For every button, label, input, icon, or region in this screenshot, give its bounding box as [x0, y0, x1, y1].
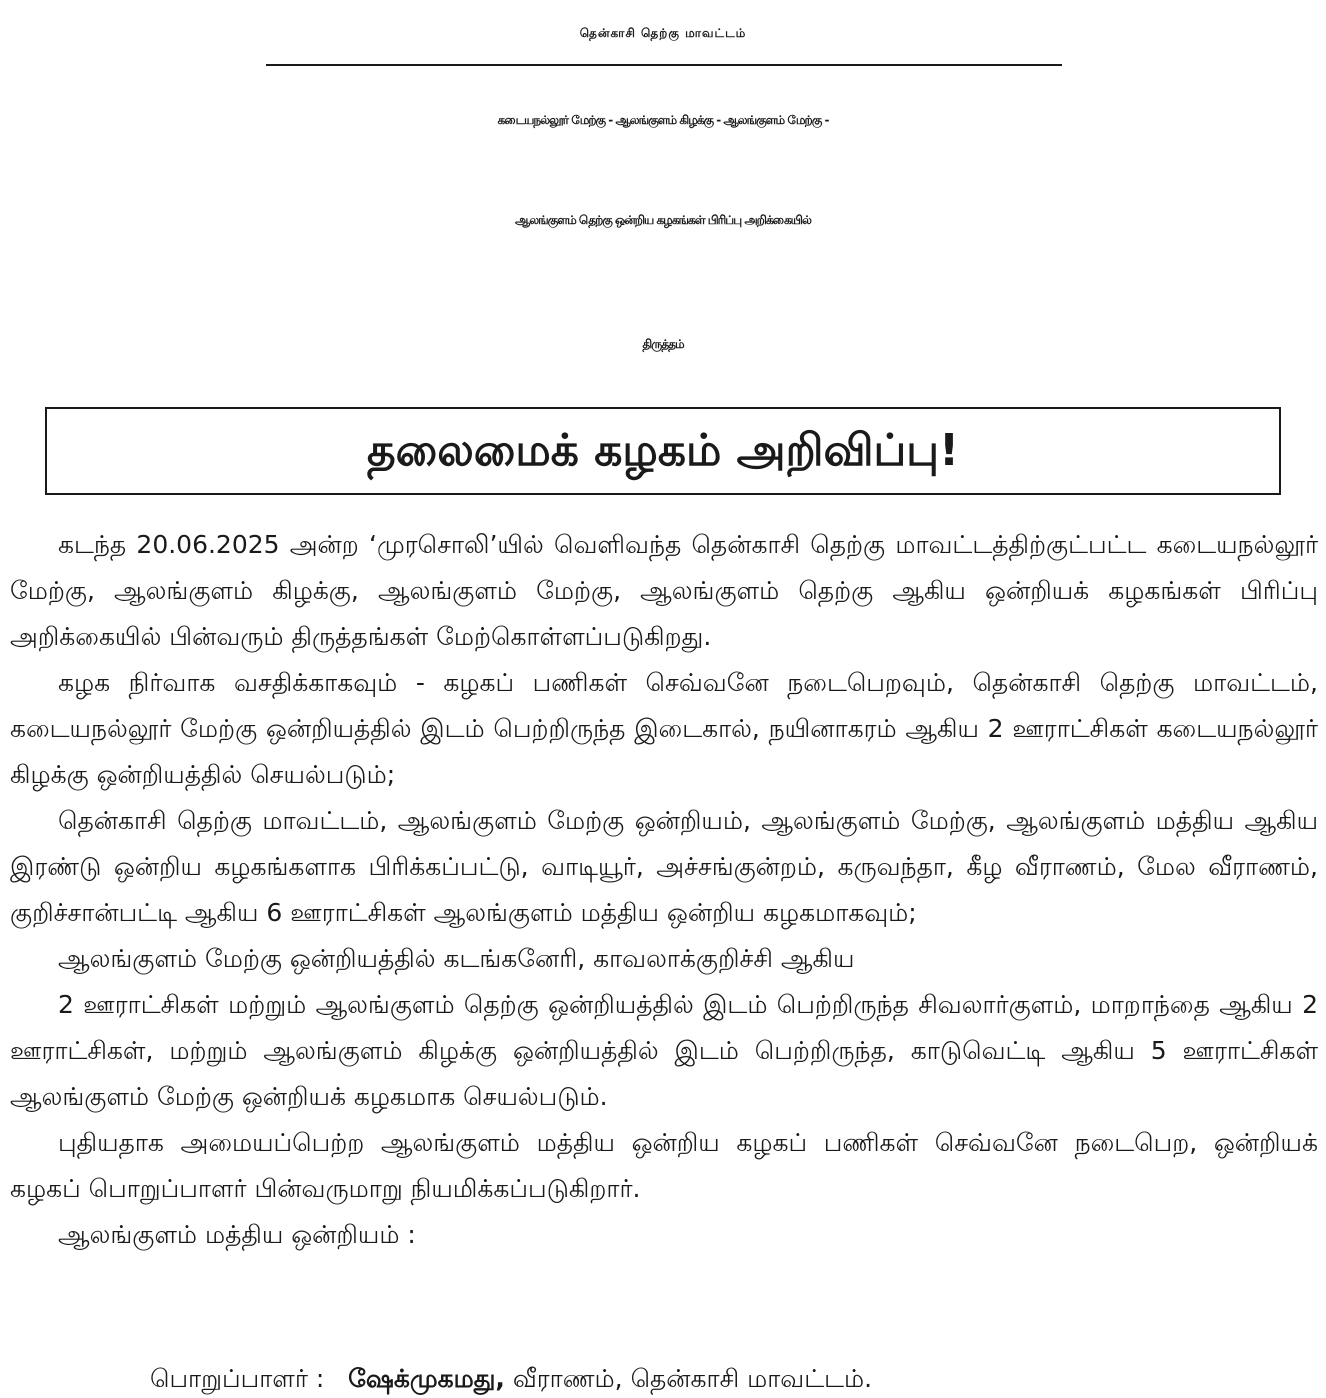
- appointee-place: வீராணம், தென்காசி மாவட்டம்.: [512, 1364, 873, 1393]
- body-text: [10, 522, 1318, 1258]
- district-underline: [266, 64, 1062, 66]
- paragraph-3: தென்காசி தெற்கு மாவட்டம், ஆலங்குளம் மேற்கு ஒன்றியம், ஆலங்குளம் மேற்கு, ஆலங்குளம் மத்திய ஆகிய இரண்டு ஒன்றிய கழகங்களாக பிரிக்கப்பட்டு, வாடியூர், அச்சங்குன்றம், கருவந்தா, கீழ வீராணம், மேல வீராணம், குறிச்சான்பட்டி ஆகிய 6 ஊராட்சிகள் ஆலங்குளம் மத்திய ஒன்றிய கழகமாகவும்;: [10, 806, 1318, 927]
- notice-box: [45, 407, 1281, 495]
- paragraph-2: கழக நிர்வாக வசதிக்காகவும் - கழகப் பணிகள் செவ்வனே நடைபெறவும், தென்காசி தெற்கு மாவட்டம், கடையநல்லூர் மேற்கு ஒன்றியத்தில் இடம் பெற்றிருந்த இடைகால், நயினாகரம் ஆகிய 2 ஊராட்சிகள் கடையநல்லூர் கிழக்கு ஒன்றியத்தில் செயல்படும்;: [10, 668, 1318, 789]
- headline-line-2: ஆலங்குளம் தெற்கு ஒன்றிய கழகங்கள் பிரிப்பு அறிக்கையில்: [515, 213, 811, 227]
- appointment-line: [150, 1360, 872, 1398]
- paragraph-7: ஆலங்குளம் மத்திய ஒன்றியம் :: [58, 1220, 416, 1249]
- appointee-name: ஷேக்முகமது,: [348, 1364, 505, 1393]
- paragraph-6: புதியதாக அமையப்பெற்ற ஆலங்குளம் மத்திய ஒன்றிய கழகப் பணிகள் செவ்வனே நடைபெற, ஒன்றியக் கழகப் பொறுப்பாளர் பின்வருமாறு நியமிக்கப்படுகிறார்.: [10, 1128, 1318, 1203]
- appointment-role-label: பொறுப்பாளர் :: [150, 1364, 325, 1393]
- paragraph-5: 2 ஊராட்சிகள் மற்றும் ஆலங்குளம் தெற்கு ஒன்றியத்தில் இடம் பெற்றிருந்த சிவலார்குளம், மாறாந்தை ஆகிய 2 ஊராட்சிகள், மற்றும் ஆலங்குளம் கிழக்கு ஒன்றியத்தில் இடம் பெற்றிருந்த, காடுவெட்டி ஆகிய 5 ஊராட்சிகள் ஆலங்குளம் மேற்கு ஒன்றியக் கழகமாக செயல்படும்.: [10, 990, 1318, 1111]
- notice-title: தலைமைக் கழகம் அறிவிப்பு!: [366, 425, 960, 476]
- headline-line-3: திருத்தம்: [642, 337, 684, 351]
- paragraph-1: கடந்த 20.06.2025 அன்ற ‘முரசொலி’யில் வெளிவந்த தென்காசி தெற்கு மாவட்டத்திற்குட்பட்ட கடையநல்லூர் மேற்கு, ஆலங்குளம் கிழக்கு, ஆலங்குளம் மேற்கு, ஆலங்குளம் தெற்கு ஆகிய ஒன்றியக் கழகங்கள் பிரிப்பு அறிக்கையில் பின்வரும் திருத்தங்கள் மேற்கொள்ளப்படுகிறது.: [10, 530, 1318, 651]
- paragraph-4: ஆலங்குளம் மேற்கு ஒன்றியத்தில் கடங்கனேரி, காவலாக்குறிச்சி ஆகிய: [58, 944, 855, 973]
- headline-line-1: கடையநல்லூர் மேற்கு - ஆலங்குளம் கிழக்கு - ஆலங்குளம் மேற்கு -: [497, 113, 829, 127]
- district-heading: தென்காசி தெற்கு மாவட்டம்: [579, 26, 747, 40]
